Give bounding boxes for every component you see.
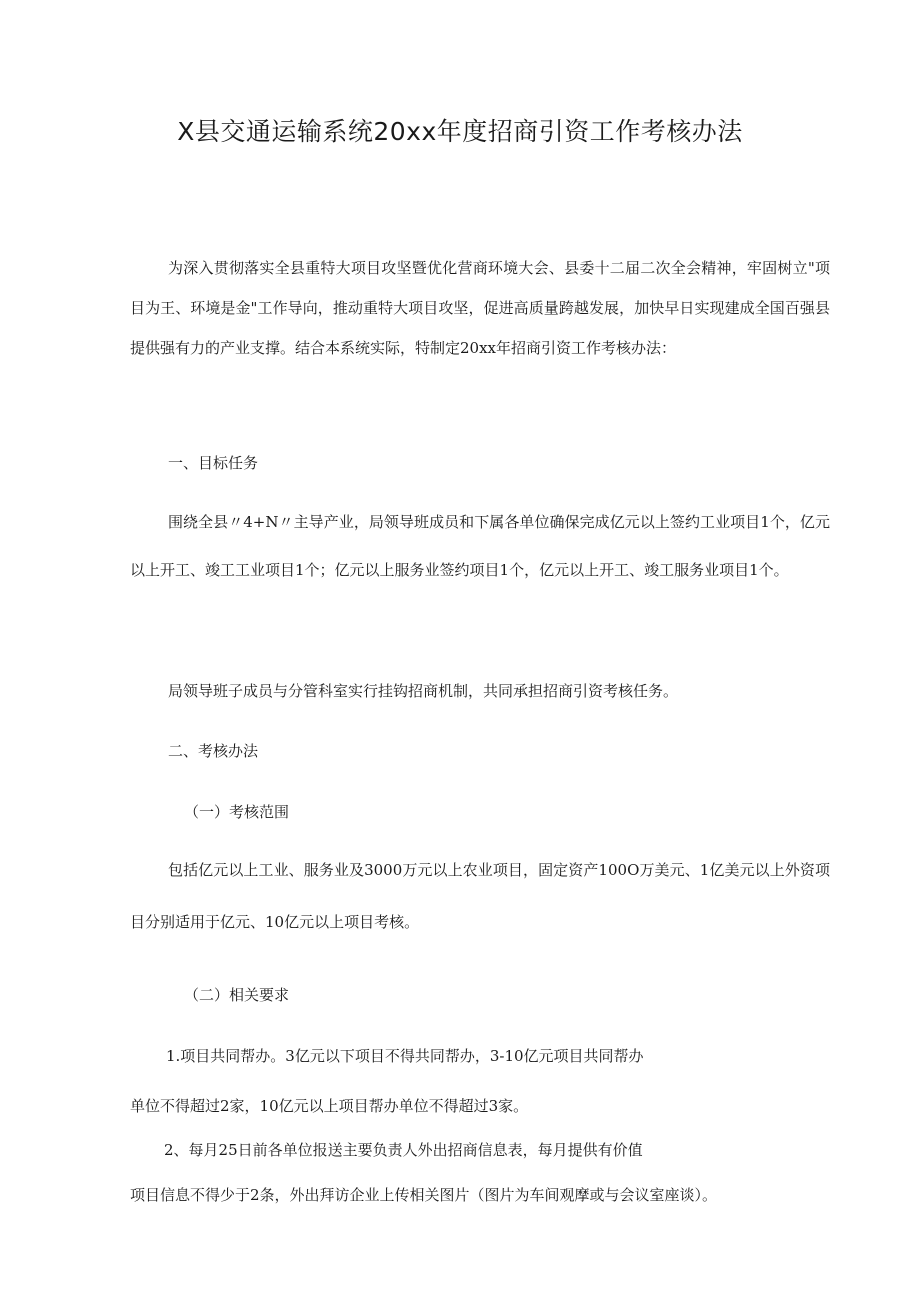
requirement-2-line-2: 项目信息不得少于2条，外出拜访企业上传相关图片（图片为车间观摩或与会议室座谈）。 (130, 1186, 718, 1204)
subsection-heading-requirements: （二）相关要求 (184, 986, 290, 1004)
intro-paragraph: 为深入贯彻落实全县重特大项目攻坚暨优化营商环境大会、县委十二届二次全会精神，牢固树立"项目为王、环境是金"工作导向，推动重特大项目攻坚，促进高质量跨越发展，加快早日实现建成全国百强县提供强有力的产业支撑。结合本系统实际，特制定20xx年招商引资工作考核办法： (130, 259, 830, 357)
subsection-heading-scope: （一）考核范围 (184, 803, 290, 821)
section-heading-targets: 一、目标任务 (168, 454, 259, 472)
scope-paragraph: 包括亿元以上工业、服务业及3000万元以上农业项目，固定资产100O万美元、1亿美元以上外资项目分别适用于亿元、10亿元以上项目考核。 (130, 861, 830, 931)
section-heading-assessment: 二、考核办法 (168, 742, 259, 760)
mechanism-paragraph: 局领导班子成员与分管科室实行挂钩招商机制，共同承担招商引资考核任务。 (168, 682, 679, 700)
document-title: X县交通运输系统20xx年度招商引资工作考核办法 (177, 117, 743, 146)
requirement-2-line-1: 2、每月25日前各单位报送主要负责人外出招商信息表，每月提供有价值 (164, 1141, 643, 1159)
requirement-1-line-2: 单位不得超过2家，10亿元以上项目帮办单位不得超过3家。 (130, 1097, 529, 1115)
requirement-1-line-1: 1.项目共同帮办。3亿元以下项目不得共同帮办，3-10亿元项目共同帮办 (166, 1047, 644, 1065)
targets-paragraph: 围绕全县〃4+N〃主导产业，局领导班成员和下属各单位确保完成亿元以上签约工业项目1个，亿元以上开工、竣工工业项目1个；亿元以上服务业签约项目1个，亿元以上开工、竣工服务业项目1个。 (130, 513, 830, 579)
